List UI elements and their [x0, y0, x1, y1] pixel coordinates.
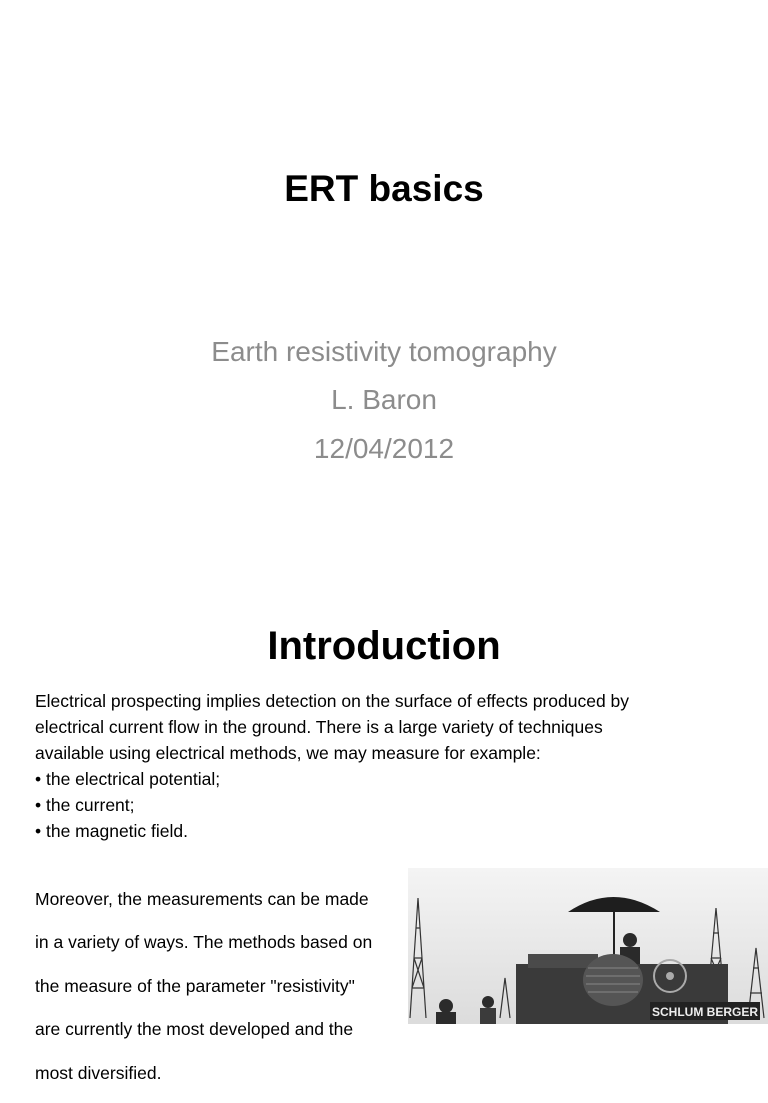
bullet-item: • the electrical potential;: [35, 769, 221, 789]
slide-title: ERT basics: [284, 168, 484, 209]
intro-line: available using electrical methods, we may measure for example:: [35, 743, 541, 763]
intro-line: Electrical prospecting implies detection on the surface of effects produced by: [35, 691, 630, 711]
paragraph-line: Moreover, the measurements can be made: [35, 888, 369, 909]
paragraph-line: in a variety of ways. The methods based on: [35, 932, 373, 952]
photo-sign-text: SCHLUM BERGER: [651, 1005, 759, 1019]
paragraph-line: the measure of the parameter "resistivity": [35, 975, 355, 996]
subtitle: Earth resistivity tomography: [211, 336, 557, 367]
bullet-item: • the magnetic field.: [35, 821, 189, 841]
paragraph-line: most diversified.: [35, 1062, 162, 1083]
introduction-slide: [0, 576, 768, 1083]
author: L. Baron: [331, 384, 437, 415]
intro-text: [35, 688, 735, 844]
bullet-item: • the current;: [35, 795, 135, 815]
date: 12/04/2012: [313, 433, 455, 464]
field-equipment-photo: [408, 868, 768, 1024]
slide-title: Introduction: [267, 624, 501, 668]
intro-line: electrical current flow in the ground. There is a large variety of techniques: [35, 717, 603, 737]
paragraph-line: are currently the most developed and the: [35, 1019, 354, 1039]
paragraph-2: [35, 868, 415, 1103]
